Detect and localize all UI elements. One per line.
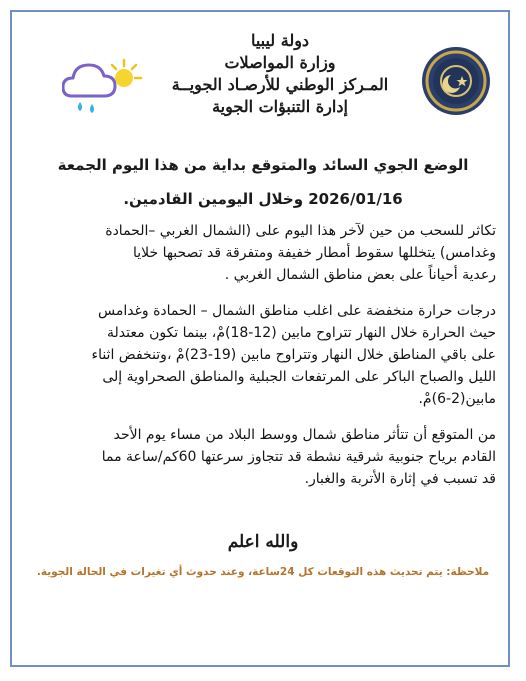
paragraph-line: وغدامس) يتخللها سقوط أمطار خفيفة ومتفرقة قد تصحبها خلايا — [132, 245, 496, 261]
closing-phrase: والله اعلم — [227, 532, 299, 552]
paragraph-line: رعدية أحياناً على بعض مناطق الشمال الغربي . — [224, 267, 496, 283]
paragraph-line: القادم برياح جنوبية شرقية نشطة قد تتجاوز سرعتها 60كم/ساعة مما — [101, 449, 496, 465]
paragraph-line: حيث الحرارة خلال النهار تتراوح مابين (12-18)مْ، بينما تكون معتدلة — [107, 325, 496, 341]
header-center: المـركز الوطني للأرصـاد الجويــة — [171, 75, 389, 94]
title-line-1: الوضع الجوي السائد والمتوقع بداية من هذا اليوم الجمعة — [57, 156, 469, 174]
title-line-2: 2026/01/16 وخلال اليومين القادمين. — [123, 190, 403, 208]
paragraph-line: على باقي المناطق خلال النهار وتتراوح مابين (19-23)مْ ،وتنخفض اثناء — [91, 347, 496, 363]
paragraph-line: درجات حرارة منخفضة على اغلب مناطق الشمال – الحمادة وغدامس — [97, 303, 496, 319]
header-ministry: وزارة المواصلات — [224, 53, 336, 72]
paragraph-temperatures — [30, 300, 496, 410]
emblem-logo — [420, 45, 492, 117]
update-note: ملاحظة: يتم تحديث هذه التوقعات كل 24ساعة، وعند حدوث أي تغيرات في الحالة الجوية. — [36, 566, 490, 578]
paragraph-line: قد تسبب في إثارة الأتربة والغبار. — [304, 471, 496, 487]
paragraph-winds — [30, 424, 496, 490]
header-block — [170, 30, 390, 118]
paragraph-line: من المتوقع أن تتأثر مناطق شمال ووسط البلاد من مساء يوم الأحد — [113, 427, 496, 443]
paragraph-line: تكاثر للسحب من حين لآخر هذا اليوم على (الشمال الغربي –الحمادة — [105, 223, 496, 239]
paragraph-line: الليل والصباح الباكر على المرتفعات الجبلية والمناطق الصحراوية إلى — [102, 369, 496, 385]
header-country: دولة ليبيا — [250, 31, 310, 50]
paragraph-clouds — [30, 220, 496, 286]
header-department: إدارة التنبؤات الجوية — [212, 97, 348, 116]
paragraph-line: مابين(2-6)مْ. — [418, 391, 496, 407]
cloud-rain-sun-icon — [62, 56, 144, 116]
